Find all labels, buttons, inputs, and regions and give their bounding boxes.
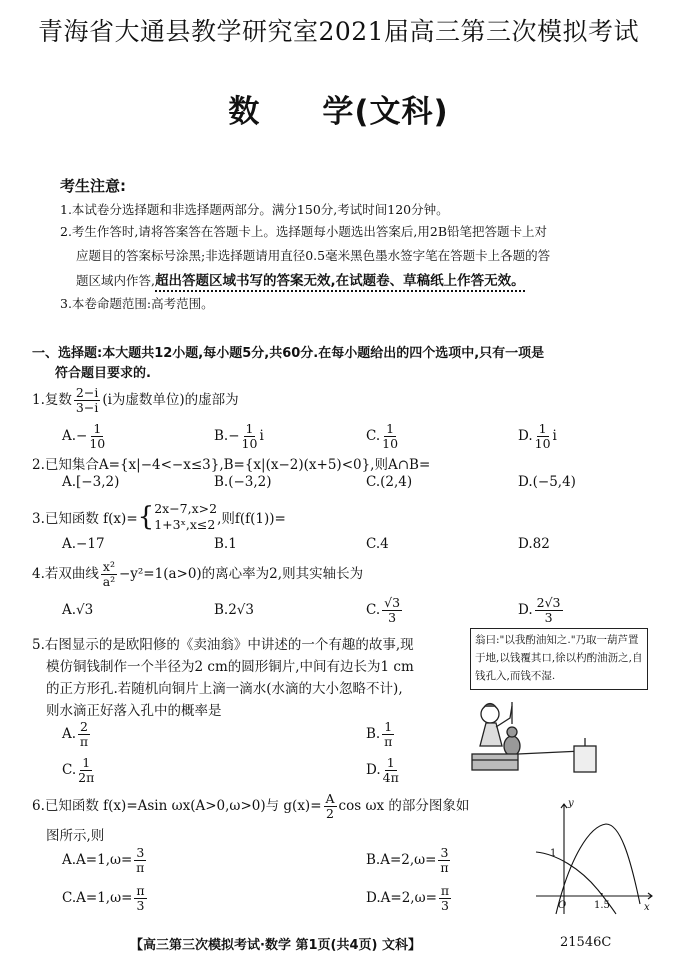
q6-a-pre: A.A=1,ω= [62,852,133,868]
q6-fraction [324,792,337,821]
q6-den: 2 [326,806,334,821]
q5-option-a [62,720,92,749]
q1-num: 2−i [75,385,99,400]
question-6-stem [32,792,469,821]
q4-option-c [366,596,404,625]
q6-c-frac [134,884,146,913]
question-3-stem [32,500,286,534]
graph-y-label: y [568,798,574,809]
q6-a-den: π [136,860,145,875]
q6-function-graph [528,796,658,916]
section-heading-line1: 一、选择题:本大题共12小题,每小题5分,共60分.在每小题给出的四个选项中,只有一项是 [32,346,545,361]
q1-d-post: i [552,428,557,444]
notice-heading: 考生注意: [60,177,126,195]
q1-den: 3−i [75,400,99,415]
q4-c-frac [382,596,402,625]
q1-d-pre: D. [518,428,533,444]
q1-post: (i为虚数单位)的虚部为 [102,392,239,408]
notice-item-2-line2: 应题目的答案标号涂黑;非选择题请用直径0.5毫米黑色墨水签字笔在答题卡上各题的答 [76,248,551,263]
q5-d-frac [383,756,399,785]
q6-d-den: 3 [441,898,449,913]
q6-c-pre: C.A=1,ω= [62,890,133,906]
q3-brace: { [137,502,155,532]
q4-c-den: 3 [388,610,397,625]
q5-d-den: 4π [382,770,399,785]
q6-a-frac [134,846,146,875]
question-5-line3: 的正方形孔.若随机向铜片上滴一滴水(水滴的大小忽略不计), [46,681,403,697]
q5-c-num: 1 [82,755,91,770]
q5-b-pre: B. [366,726,381,742]
q5-d-num: 1 [386,755,395,770]
q5-option-d [366,756,401,785]
question-5-line2: 模仿铜钱制作一个半径为2 cm的圆形铜片,中间有边长为1 cm [46,659,414,675]
q3-post: ,则f(f(1))= [217,511,286,527]
q2-option-c: C.(2,4) [366,474,413,490]
q5-b-frac [382,720,394,749]
q4-den: a² [102,574,116,589]
q1-option-b [214,422,264,451]
q3-pre: 3.已知函数 f(x)= [32,511,138,527]
q6-pre: 6.已知函数 f(x)=Asin ωx(A>0,ω>0)与 g(x)= [32,798,322,814]
graph-origin-label: O [558,900,567,911]
q1-a-den: 10 [89,436,106,451]
oil-seller-quote-box: 翁曰:"以我酌油知之."乃取一葫芦置于地,以钱覆其口,徐以杓酌油沥之,自钱孔入,而钱不湿. [470,628,648,690]
q4-num: x² [102,559,115,574]
q4-d-pre: D. [518,602,533,618]
q3-option-d: D.82 [518,536,550,552]
q1-c-frac [382,422,398,451]
q1-d-den: 10 [534,436,551,451]
q1-option-c [366,422,400,451]
q1-b-post: i [259,428,264,444]
q1-pre: 1.复数 [32,392,72,408]
q3-option-a: A.−17 [62,536,105,552]
q1-a-frac [89,422,105,451]
q1-b-frac [242,422,258,451]
q3-case-1: 2x−7,x>2 [154,501,218,516]
notice-item-2-line1: 2.考生作答时,请将答案答在答题卡上。选择题每小题选出答案后,用2B铅笔把答题卡上对 [60,224,548,239]
q3-option-c: C.4 [366,536,389,552]
question-6-line2: 图所示,则 [46,828,105,844]
notice-item-2-line3a: 题区域内作答, [76,273,155,288]
q1-a-pre: A.− [62,428,88,444]
q5-b-den: π [384,734,393,749]
q6-d-pre: D.A=2,ω= [366,890,437,906]
q6-post: cos ωx 的部分图象如 [338,798,470,814]
q6-option-d [366,884,453,913]
q1-b-num: 1 [245,421,254,436]
q6-d-num: π [440,883,450,898]
q6-option-a [62,846,148,875]
page-footer: 【高三第三次模拟考试·数学 第1页(共4页) 文科】 [130,938,421,953]
exam-title: 青海省大通县教学研究室2021届高三第三次模拟考试 [37,17,640,46]
subject-title-a: 数 [228,94,261,130]
q6-option-b [366,846,452,875]
page-code: 21546C [560,935,612,950]
section-heading-line2: 符合题目要求的. [55,366,151,381]
q1-d-frac [535,422,551,451]
q3-cases [154,501,217,533]
q4-d-frac [535,596,563,625]
question-5-line1: 5.右图显示的是欧阳修的《卖油翁》中讲述的一个有趣的故事,现 [32,637,414,653]
q6-num: A [325,791,335,806]
oil-seller-illustration [462,694,612,776]
q6-c-num: π [136,883,145,898]
q1-c-num: 1 [386,421,395,436]
q1-fraction [74,386,100,415]
q5-a-den: π [79,734,89,749]
q2-option-a: A.[−3,2) [62,474,120,490]
q4-option-d [518,596,565,625]
question-4-stem [32,560,363,589]
q5-b-num: 1 [384,719,393,734]
q4-option-b: B.2√3 [214,602,254,618]
notice-item-1: 1.本试卷分选择题和非选择题两部分。满分150分,考试时间120分钟。 [60,202,449,217]
question-5-line4: 则水滴正好落入孔中的概率是 [46,703,222,719]
q6-b-den: π [440,860,449,875]
q1-c-den: 10 [382,436,399,451]
q1-b-pre: B.− [214,428,240,444]
q5-d-pre: D. [366,762,381,778]
q5-option-b [366,720,396,749]
q1-option-a [62,422,107,451]
q1-b-den: 10 [241,436,258,451]
q4-d-num: 2√3 [536,595,561,610]
q4-option-a: A.√3 [62,602,94,618]
q3-case-2: 1+3ˣ,x≤2 [154,517,216,532]
q3-option-b: B.1 [214,536,237,552]
notice-emphasis: 超出答题区域书写的答案无效,在试题卷、草稿纸上作答无效。 [155,273,525,292]
subject-title [0,86,677,131]
graph-one-label: 1 [550,848,557,859]
question-2-stem: 2.已知集合A={x|−4<−x≤3},B={x|(x−2)(x+5)<0},则A∩B= [32,457,431,473]
q6-a-num: 3 [136,845,145,860]
q6-c-den: 3 [136,898,145,913]
q2-option-b: B.(−3,2) [214,474,272,490]
q5-option-c [62,756,96,785]
q1-option-d [518,422,557,451]
q2-option-d: D.(−5,4) [518,474,576,490]
q1-c-pre: C. [366,428,381,444]
q6-b-pre: B.A=2,ω= [366,852,437,868]
q5-c-pre: C. [62,762,77,778]
q1-d-num: 1 [538,421,547,436]
q4-d-den: 3 [544,610,553,625]
notice-item-3: 3.本卷命题范围:高考范围。 [60,296,214,311]
graph-x-label: x [644,902,650,913]
q5-c-frac [78,756,94,785]
q4-fraction [101,560,117,589]
subject-title-b: 学(文科) [322,94,449,130]
q4-c-pre: C. [366,602,381,618]
question-1-stem [32,386,239,415]
notice-item-2-line3 [76,269,525,289]
q4-pre: 4.若双曲线 [32,566,99,582]
q5-a-pre: A. [62,726,77,742]
graph-tick-label: 1.5 [594,900,610,911]
q4-c-num: √3 [384,595,401,610]
q6-b-frac [438,846,450,875]
q6-d-frac [439,884,451,913]
q4-post: −y²=1(a>0)的离心率为2,则其实轴长为 [118,566,364,582]
q5-c-den: 2π [78,770,95,785]
q5-a-frac [78,720,90,749]
q5-a-num: 2 [80,719,88,734]
q6-b-num: 3 [440,845,449,860]
q6-option-c [62,884,149,913]
q1-a-num: 1 [93,421,102,436]
